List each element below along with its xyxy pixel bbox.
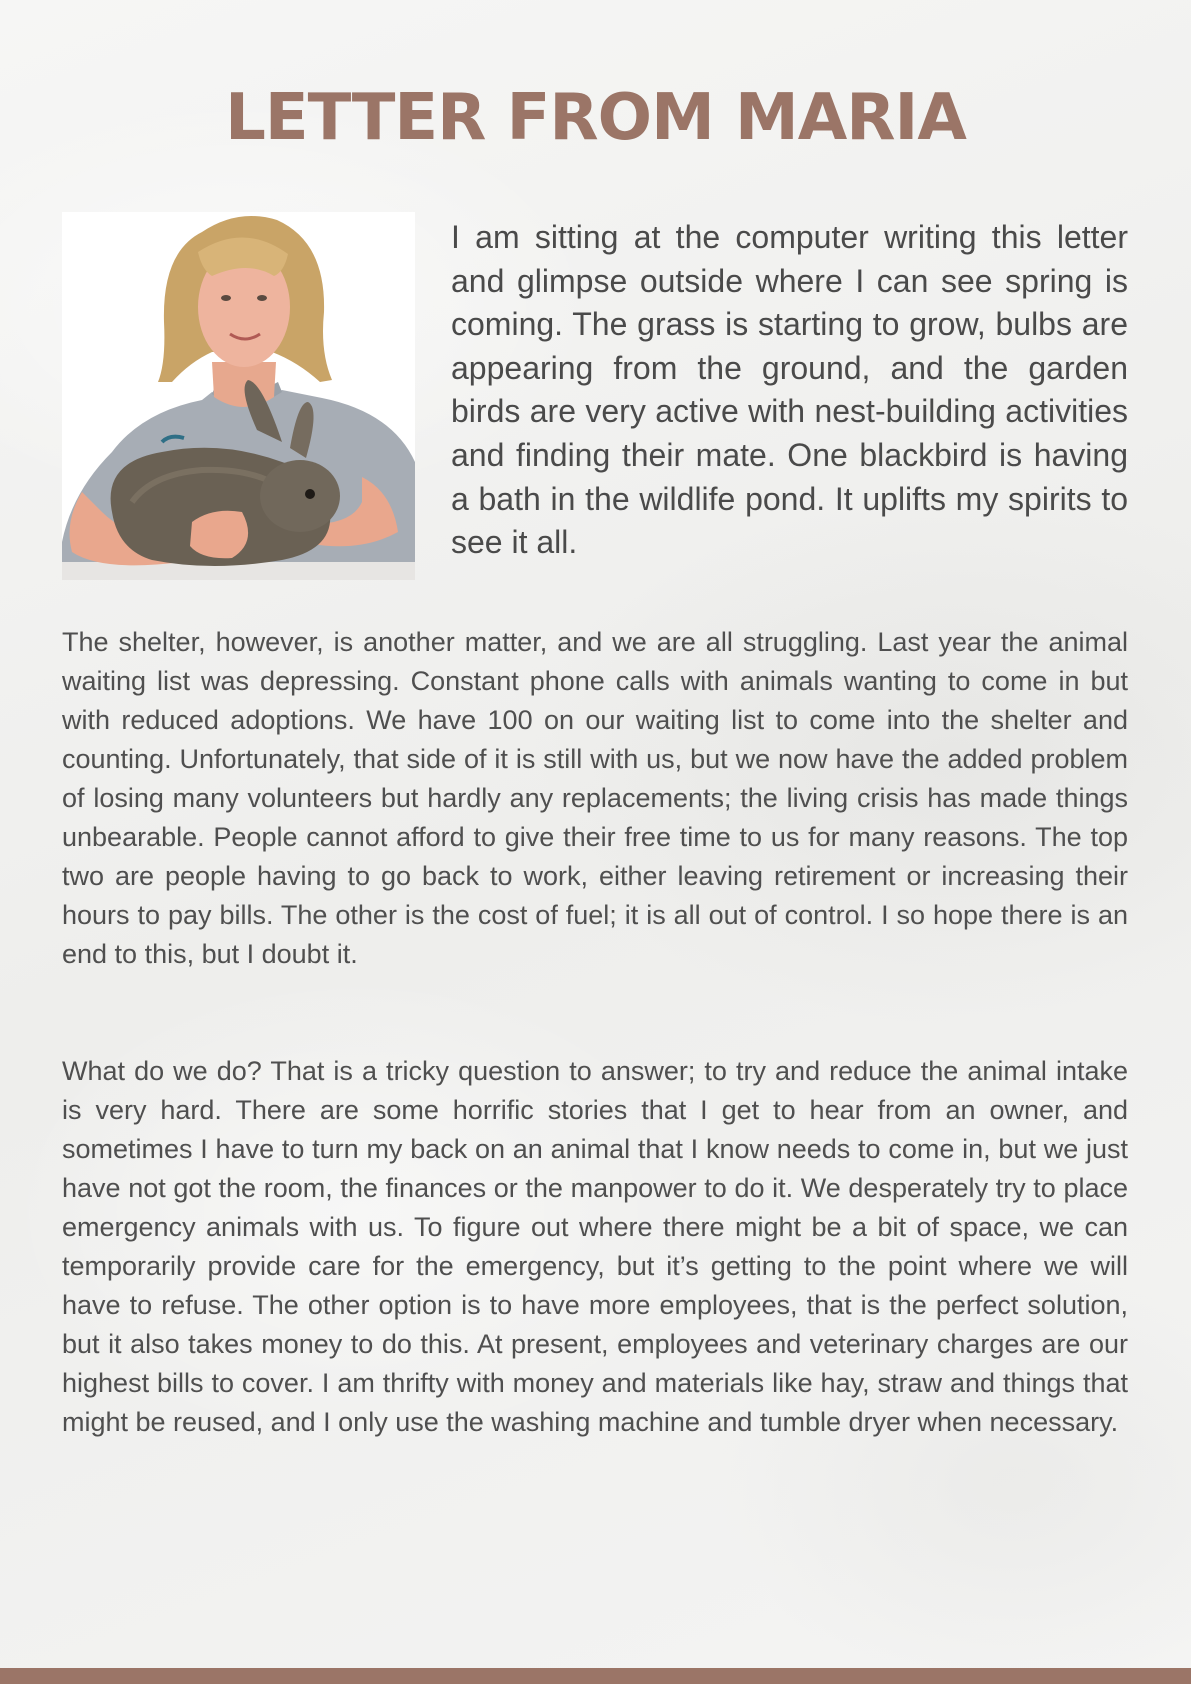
letter-paragraph-2: What do we do? That is a tricky question to answer; to try and reduce the animal intake is very hard. There are some horrific stories that I get to hear from an owner, and sometimes I have to turn my back on an animal that I know needs to come in, but we just have not got the room, the finances or the manpower to do it. We desperately try to place emergency animals with us. To figure out where there might be a bit of space, we can temporarily provide care for the emergency, but it’s getting to the point where we will have to refuse. The other option is to have more employees, that is the perfect solution, but it also takes money to do this. At present, employees and veterinary charges are our highest bills to cover. I am thrifty with money and materials like hay, straw and things that might be reused, and I only use the washing machine and tumble dryer when necessary. [62,1056,1128,1437]
maria-photo [62,212,415,580]
letter-paragraph-1: The shelter, however, is another matter, and we are all struggling. Last year the animal waiting list was depressing. Constant phone calls with animals wanting to come in but with reduced adoptions. We have 100 on our waiting list to come into the shelter and counting. Unfortunately, that side of it is still with us, but we now have the added problem of losing many volunteers but hardly any replacements; the living crisis has made things unbearable. People cannot afford to give their free time to us for many reasons. The top two are people having to go back to work, either leaving retirement or increasing their hours to pay bills. The other is the cost of fuel; it is all out of control. I so hope there is an end to this, but I doubt it. [62,627,1128,969]
person-holding-rabbit-photo-icon [62,212,415,580]
letter-intro: I am sitting at the computer writing this letter and glimpse outside where I can see spring is coming. The grass is starting to grow, bulbs are appearing from the ground, and the garden birds are very active with nest-building activities and finding their mate. One blackbird is having a bath in the wildlife pond. It uplifts my spirits to see it all. [451,219,1128,561]
page-title: LETTER FROM MARIA [225,81,966,155]
footer-bar [0,1668,1191,1684]
